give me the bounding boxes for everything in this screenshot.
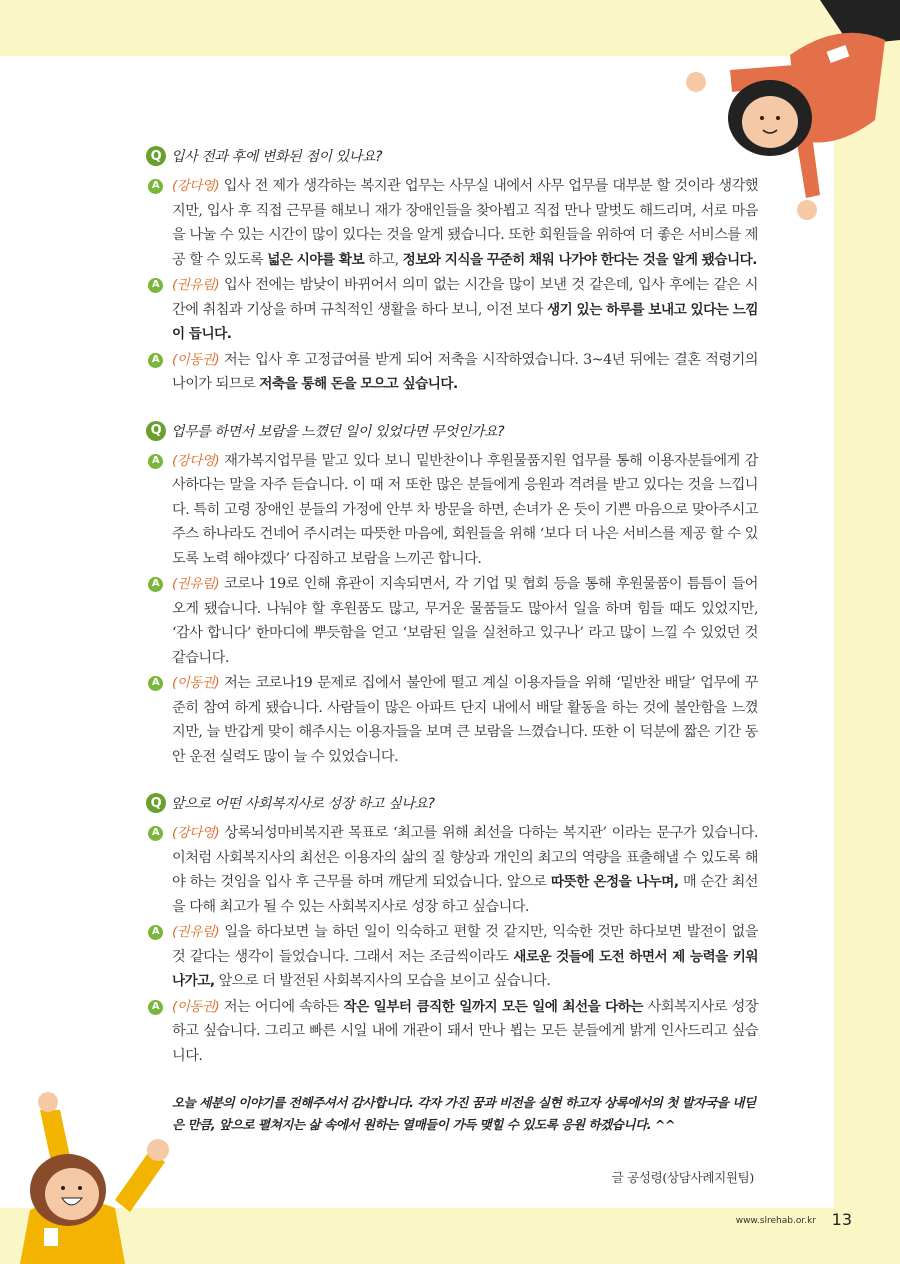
answer-text: 코로나 19로 인해 휴관이 지속되면서, 각 기업 및 협회 등을 통해 후원물품이 틈틈이 들어오게 됐습니다. 나눠야 할 후원품도 많고, 무거운 물품들도 많아서 일을 하며 힘들 때도 있었지만, ‘감사 합니다’ 한마디에 뿌듯함을 얻고 ‘보람된 일을 실천하고 있구나’ 라고 많이 느낄 수 있었던 것 같습니다.: [172, 576, 758, 666]
answer-emphasis: 넓은 시야를 확보: [267, 251, 365, 268]
question: [146, 793, 758, 813]
answer-badge: A: [148, 925, 163, 940]
answer: [148, 449, 758, 572]
answer-badge: A: [148, 454, 163, 469]
answer-badge: A: [148, 353, 163, 368]
answer-emphasis: 작은 일부터 큼직한 일까지 모든 일에 최선을 다하는: [343, 998, 644, 1015]
qa-section: [148, 793, 758, 1068]
answer-badge: A: [148, 826, 163, 841]
answer-text: 앞으로 더 발전된 사회복지사의 모습을 보이고 싶습니다.: [214, 973, 551, 989]
question-badge: Q: [146, 793, 166, 813]
answer-badge: A: [148, 278, 163, 293]
answer: [148, 348, 758, 397]
answer-emphasis: 저축을 통해 돈을 모으고 싶습니다.: [259, 376, 458, 392]
author-credit: 글 공성령(상담사례지원팀): [611, 1170, 754, 1185]
answer-badge: A: [148, 179, 163, 194]
speaker-name: (이동권): [172, 998, 220, 1015]
answer-emphasis: 생기 있는 하루를 보내고 있다는 느낌이 듭니다.: [172, 301, 758, 342]
answer-badge: A: [148, 676, 163, 691]
speaker-name: (권유림): [172, 277, 220, 293]
footer-url: www.slrehab.or.kr: [735, 1216, 816, 1226]
answer: [148, 821, 758, 919]
question-badge: Q: [146, 421, 166, 441]
answer-text: 입사 전 제가 생각하는 복지관 업무는 사무실 내에서 사무 업무를 대부분 할 것이라 생각했지만, 입사 후 직접 근무를 해보니 재가 장애인들을 찾아뵙고 직접 만나 말벗도 해드리며, 서로 마음을 나눌 수 있는 시간이 많이 있다는 것을 알게 됐습니다. 또한 회원들을 위하여 더 좋은 서비스를 제공 할 수 있도록: [172, 178, 758, 268]
question-badge: Q: [146, 146, 166, 166]
answer: [148, 995, 758, 1069]
answer-emphasis: 새로운 것들에 도전 하면서 제 능력을 키워나가고,: [172, 948, 758, 989]
speaker-name: (이동권): [172, 675, 220, 691]
answer: [148, 671, 758, 769]
page-number: 13: [831, 1210, 852, 1229]
closing-message: 오늘 세분의 이야기를 전해주셔서 감사합니다. 각자 가진 꿈과 비전을 실현 하고자 상록에서의 첫 발자국을 내딛은 만큼, 앞으로 펼쳐지는 삶 속에서 원하는 열매들이 가득 맺힐 수 있도록 응원 하겠습니다. ^^: [172, 1095, 756, 1132]
answer-text: 저는 어디에 속하든: [219, 998, 344, 1015]
answer-text: 하고,: [364, 251, 403, 268]
answer: [148, 174, 758, 272]
qa-section: [148, 146, 758, 397]
answer-text: 일을 하다보면 늘 하던 일이 익숙하고 편할 것 같지만, 익숙한 것만 하다보면 발전이 없을 것 같다는 생각이 들었습니다. 그래서 저는 조금씩이라도: [172, 924, 758, 965]
speaker-name: (강다영): [172, 452, 220, 469]
interview-content: [148, 146, 758, 1136]
answer-badge: A: [148, 1000, 163, 1015]
answer-text: 입사 전에는 밤낮이 바뀌어서 의미 없는 시간을 많이 보낸 것 같은데, 입사 후에는 같은 시간에 취침과 기상을 하며 규칙적인 생활을 하다 보니, 이전 보다: [172, 277, 758, 318]
answer-emphasis: 정보와 지식을 꾸준히 채워 나가야 한다는 것을 알게 됐습니다.: [402, 251, 757, 268]
answer-badge: A: [148, 577, 163, 592]
question: [146, 421, 758, 441]
answer-text: 상록뇌성마비복지관 목표로 ‘최고를 위해 최선을 다하는 복지관’ 이라는 문구가 있습니다. 이처럼 사회복지사의 최선은 이용자의 삶의 질 향상과 개인의 최고의 역량을 표출해낼 수 있도록 해야 하는 것임을 입사 후 근무를 하며 깨닫게 되었습니다. 앞으로: [172, 825, 758, 890]
answer-text: 저는 코로나19 문제로 집에서 불안에 떨고 계실 이용자들을 위해 ‘밑반찬 배달’ 업무에 꾸준히 참여 하게 됐습니다. 사람들이 많은 아파트 단지 내에서 배달 활동을 하는 것에 불안함을 느꼈지만, 늘 반갑게 맞이 해주시는 이용자들을 보며 큰 보람을 느꼈습니다. 또한 이 덕분에 짧은 기간 동안 운전 실력도 많이 늘 수 있었습니다.: [172, 675, 758, 765]
speaker-name: (이동권): [172, 351, 220, 368]
speaker-name: (권유림): [172, 576, 220, 592]
question-text: 업무를 하면서 보람을 느꼈던 일이 있었다면 무엇인가요?: [171, 423, 505, 440]
answer-emphasis: 따뜻한 온정을 나누며,: [550, 874, 679, 890]
qa-section: [148, 421, 758, 770]
answer-text: 재가복지업무를 맡고 있다 보니 밑반찬이나 후원물품지원 업무를 통해 이용자분들에게 감사하다는 말을 자주 듣습니다. 이 때 저 또한 많은 분들에게 응원과 격려를 받고 있다는 것을 느낍니다. 특히 고령 장애인 분들의 가정에 안부 차 방문을 하면, 손녀가 온 듯이 기쁜 마음으로 맞아주시고 주스 하나라도 건네어 주시려는 따뜻한 마음에, 회원들을 위해 ‘보다 더 나은 서비스를 제공 할 수 있도록 노력 해야겠다’ 다짐하고 보람을 느끼곤 합니다.: [172, 452, 758, 567]
answer-text: 매 순간 최선을 다해 최고가 될 수 있는 사회복지사로 성장 하고 싶습니다.: [172, 874, 758, 915]
question-text: 입사 전과 후에 변화된 점이 있나요?: [171, 149, 383, 165]
speaker-name: (권유림): [172, 924, 220, 940]
answer: [148, 572, 758, 670]
speaker-name: (강다영): [172, 178, 220, 194]
answer: [148, 920, 758, 994]
answer-text: 사회복지사로 성장하고 싶습니다. 그리고 빠른 시일 내에 개관이 돼서 만나 뵙는 모든 분들에게 밝게 인사드리고 싶습니다.: [172, 998, 758, 1064]
speaker-name: (강다영): [172, 825, 220, 841]
question: [146, 146, 758, 166]
answer: [148, 273, 758, 347]
question-text: 앞으로 어떤 사회복지사로 성장 하고 싶나요?: [171, 796, 435, 812]
answer-text: 저는 입사 후 고정급여를 받게 되어 저축을 시작하였습니다. 3~4년 뒤에는 결혼 적령기의 나이가 되므로: [172, 351, 758, 392]
